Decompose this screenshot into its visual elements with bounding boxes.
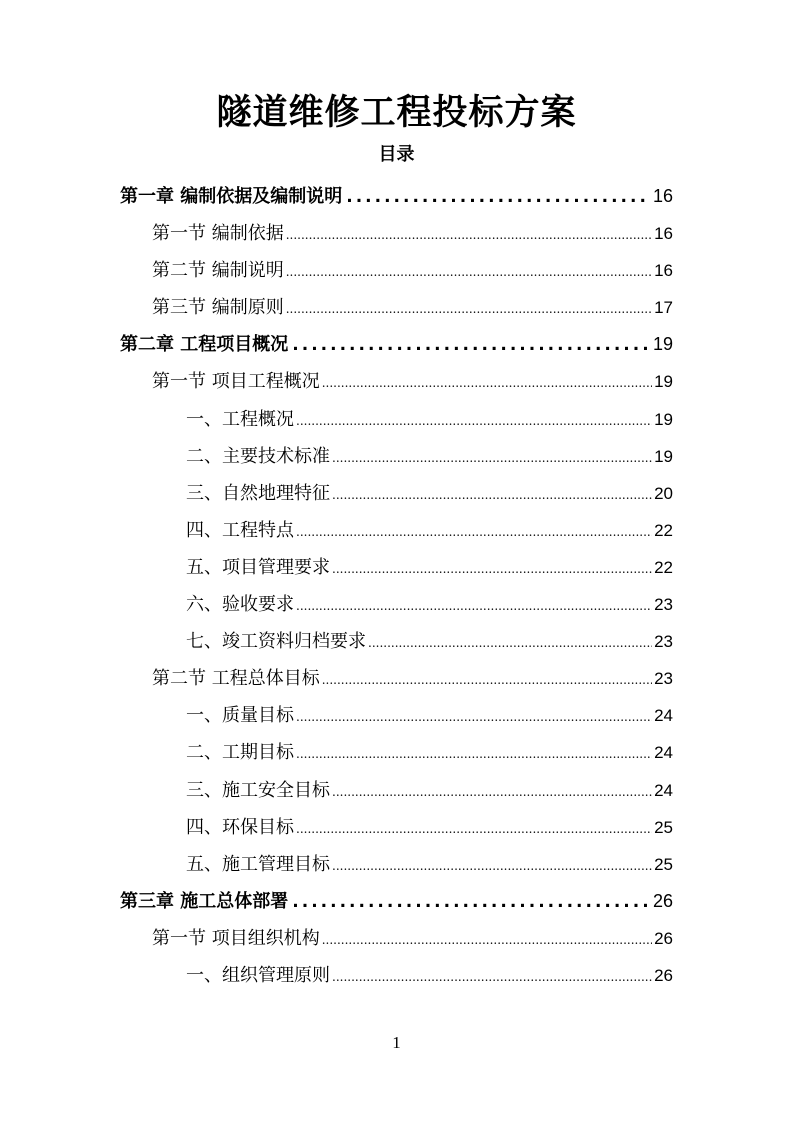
- page-number: 1: [392, 1033, 401, 1052]
- toc-dot-leader: [322, 365, 652, 402]
- toc-entry-page-number: 20: [654, 483, 673, 503]
- toc-entry-page-number: 24: [654, 780, 673, 800]
- toc-entry[interactable]: [0, 883, 793, 920]
- toc-entry[interactable]: [0, 178, 793, 215]
- toc-dot-leader: [368, 625, 652, 662]
- toc-entry-page-number: 17: [654, 298, 673, 318]
- toc-entry[interactable]: [0, 512, 793, 549]
- table-of-contents: [0, 178, 793, 994]
- toc-dot-leader: [296, 588, 652, 625]
- toc-entry-title: 三、自然地理特征: [186, 482, 330, 504]
- toc-entry-page-number: 24: [654, 706, 673, 726]
- toc-entry-title: 三、施工安全目标: [186, 779, 330, 801]
- toc-dot-leader: [322, 662, 652, 699]
- toc-entry-title: 第二节 工程总体目标: [152, 668, 320, 690]
- toc-dot-leader: [296, 699, 652, 736]
- toc-entry-page-number: 26: [654, 965, 673, 985]
- toc-entry[interactable]: [0, 289, 793, 326]
- toc-entry-title: 第二章 工程项目概况: [120, 334, 289, 356]
- toc-entry[interactable]: [0, 326, 793, 363]
- toc-entry[interactable]: [0, 475, 793, 512]
- toc-entry[interactable]: [0, 586, 793, 623]
- toc-dot-leader: [286, 291, 652, 328]
- toc-entry-title: 第一节 项目工程概况: [152, 371, 320, 393]
- toc-entry-title: 第二节 编制说明: [152, 260, 284, 282]
- toc-entry[interactable]: [0, 215, 793, 252]
- toc-entry[interactable]: [0, 363, 793, 400]
- toc-dot-leader: [296, 514, 652, 551]
- toc-entry-page-number: 16: [652, 186, 673, 206]
- toc-entry-title: 四、环保目标: [186, 816, 294, 838]
- toc-entry-page-number: 19: [654, 372, 673, 392]
- toc-entry-title: 二、主要技术标准: [186, 445, 330, 467]
- toc-dot-leader: [332, 959, 652, 996]
- toc-entry-page-number: 16: [654, 261, 673, 281]
- toc-entry-page-number: 26: [652, 890, 673, 911]
- toc-dot-leader: [292, 327, 647, 364]
- toc-entry-page-number: 23: [654, 595, 673, 615]
- toc-entry-title: 二、工期目标: [186, 742, 294, 764]
- toc-entry-page-number: 22: [654, 520, 673, 540]
- toc-dot-leader: [332, 477, 652, 514]
- toc-entry-page-number: 22: [654, 557, 673, 577]
- toc-entry-title: 五、项目管理要求: [186, 556, 330, 578]
- toc-entry[interactable]: [0, 549, 793, 586]
- toc-entry-title: 第三节 编制原则: [152, 297, 284, 319]
- toc-dot-leader: [286, 217, 652, 254]
- toc-entry[interactable]: [0, 846, 793, 883]
- toc-dot-leader: [332, 440, 652, 477]
- toc-entry-title: 第三章 施工总体部署: [120, 890, 289, 912]
- toc-dot-leader: [292, 884, 647, 921]
- toc-entry[interactable]: [0, 697, 793, 734]
- toc-entry-title: 第一节 编制依据: [152, 223, 284, 245]
- toc-entry[interactable]: [0, 660, 793, 697]
- toc-entry-page-number: 25: [654, 817, 673, 837]
- toc-entry-page-number: 23: [654, 669, 673, 689]
- toc-entry-page-number: 16: [654, 224, 673, 244]
- toc-dot-leader: [346, 179, 647, 216]
- toc-dot-leader: [332, 774, 652, 811]
- toc-dot-leader: [296, 736, 652, 773]
- toc-entry-title: 六、验收要求: [186, 594, 294, 616]
- toc-entry[interactable]: [0, 252, 793, 289]
- toc-heading: 目录: [378, 144, 415, 165]
- toc-dot-leader: [296, 403, 652, 440]
- toc-entry[interactable]: [0, 809, 793, 846]
- toc-entry-title: 第一节 项目组织机构: [152, 927, 320, 949]
- toc-entry[interactable]: [0, 401, 793, 438]
- toc-entry-title: 第一章 编制依据及编制说明: [120, 186, 343, 207]
- toc-entry[interactable]: [0, 772, 793, 809]
- toc-entry-title: 五、施工管理目标: [186, 853, 330, 875]
- toc-entry-page-number: 23: [654, 632, 673, 652]
- toc-entry-page-number: 19: [652, 334, 673, 355]
- toc-entry-page-number: 26: [654, 928, 673, 948]
- toc-entry[interactable]: [0, 957, 793, 994]
- toc-entry[interactable]: [0, 438, 793, 475]
- toc-entry-page-number: 19: [654, 446, 673, 466]
- toc-entry[interactable]: [0, 920, 793, 957]
- toc-dot-leader: [332, 848, 652, 885]
- toc-entry-title: 一、组织管理原则: [186, 964, 330, 986]
- document-title: 隧道维修工程投标方案: [216, 93, 577, 133]
- toc-entry-title: 一、质量目标: [186, 705, 294, 727]
- toc-dot-leader: [296, 811, 652, 848]
- toc-entry-title: 四、工程特点: [186, 519, 294, 541]
- toc-entry-page-number: 25: [654, 854, 673, 874]
- toc-dot-leader: [286, 254, 652, 291]
- toc-entry[interactable]: [0, 734, 793, 771]
- toc-dot-leader: [322, 922, 652, 959]
- toc-entry[interactable]: [0, 623, 793, 660]
- toc-entry-title: 七、竣工资料归档要求: [186, 631, 366, 653]
- toc-entry-page-number: 19: [654, 409, 673, 429]
- toc-entry-page-number: 24: [654, 743, 673, 763]
- toc-dot-leader: [332, 551, 652, 588]
- toc-entry-title: 一、工程概况: [186, 408, 294, 430]
